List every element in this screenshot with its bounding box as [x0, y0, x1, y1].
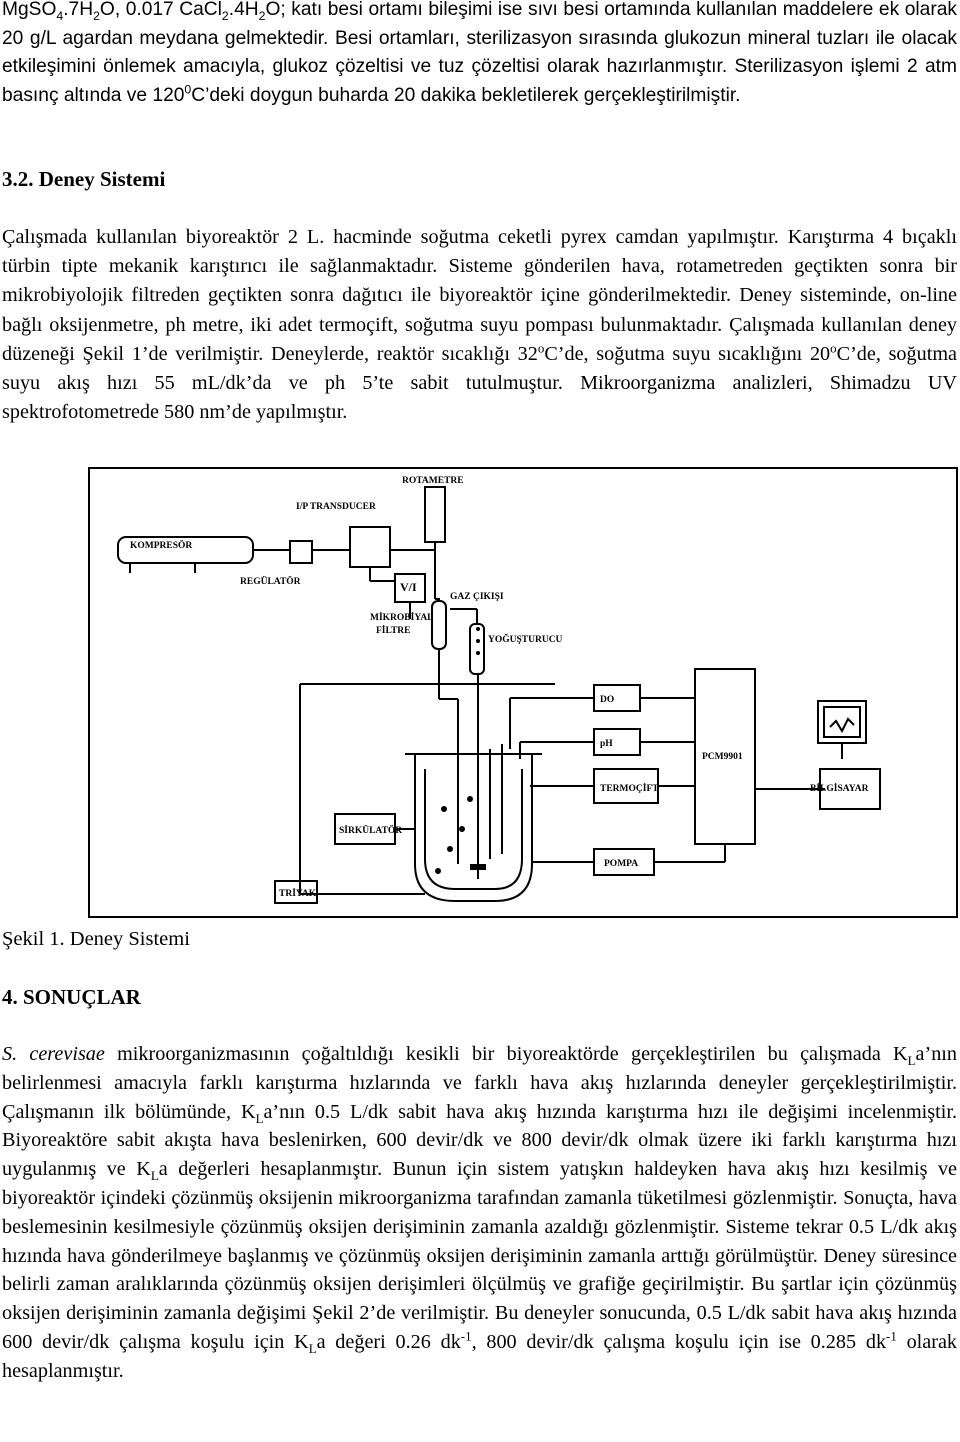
condenser-coil-dot	[476, 639, 480, 643]
label-mikrobiyal: MİKROBİYAL	[370, 613, 434, 623]
screen-graph-line	[830, 719, 854, 731]
text-span: a değerleri hesaplanmıştır. Bunun için sistem yatışkın haldeyken hava akış hızı kesilmiş ve biyoreaktör içindeki çözünmüş oksijenin mikroorganizma tarafından zamanla tüketilmesi gözlenmiştir. Sonuçta, hava beslemesinin kesilmesiyle çözünmüş oksijen derişiminin zamanla azaldığı gözlenmiştir. Sisteme tekrar 0.5 L/dk akış hızında hava gönderilmeye başlanmış ve çözünmüş oksijen derişiminin zamanla arttığı görülmüştür. Deney süresince belirli zaman aralıklarında çözünmüş oksijen derişimleri ölçülmüş ve grafiğe geçirilmiştir. Bu şartlar için çözünmüş oksijen derişiminin zamanla değişimi Şekil 2’de verilmiştir. Bu deneyler sonucunda, 0.5 L/dk sabit hava akış hızında 600 devir/dk çalışma koşulu için K	[2, 1158, 957, 1353]
text-span: a’nın belirlenmesi amacıyla farklı karıştırma hızlarında ve farklı hava akış hızlarında deneyler gerçekleştirilmiştir. Çalışmanın ilk bölümünde, K	[2, 1043, 957, 1123]
air-bubble	[435, 868, 441, 874]
subscript: L	[150, 1168, 159, 1184]
subscript: 4	[56, 8, 64, 23]
label-transducer: I/P TRANSDUCER	[296, 502, 376, 512]
condenser-coil-dot	[476, 627, 480, 631]
text-span: Çalışmada kullanılan biyoreaktör 2 L. hacminde soğutma ceketli pyrex camdan yapılmıştır. Karıştırma 4 bıçaklı türbin tipte mekanik karıştırıcı ile sağlanmaktadır. Sisteme gönderilen hava, rotametreden geçtikten sonra bir mikrobiyolojik filtreden geçtikten sonra dağıtıcı ile biyoreaktör içine gönderilmektedir. Deney sisteminde, on-line bağlı oksijenmetre, ph metre, iki adet termoçift, soğutma suyu pompası bulunmaktadır. Çalışmada kullanılan deney düzeneği Şekil 1’de verilmiştir. Deneylerde, reaktör sıcaklığı 32	[2, 226, 957, 365]
system-description-paragraph	[2, 223, 957, 427]
figure-caption: Şekil 1. Deney Sistemi	[2, 928, 190, 950]
label-pcm: PCM9901	[702, 752, 743, 762]
experimental-setup-diagram	[88, 467, 958, 918]
text-span: olarak hesaplanmıştır.	[2, 1330, 958, 1382]
label-pompa: POMPA	[604, 859, 639, 869]
label-vi: V/I	[400, 580, 417, 594]
subscript: L	[907, 1053, 916, 1069]
subscript: L	[308, 1341, 317, 1356]
air-bubble	[441, 806, 447, 812]
text-span: a değeri 0.26 dk	[316, 1330, 461, 1353]
condenser-tube	[470, 624, 484, 674]
subscript: L	[255, 1110, 264, 1126]
transducer-box	[350, 527, 390, 567]
label-regulator: REGÜLATÖR	[240, 577, 301, 587]
superscript: -1	[460, 1328, 472, 1344]
section-heading-sonuclar: 4. SONUÇLAR	[2, 985, 141, 1009]
label-kompresor: KOMPRESÖR	[130, 541, 193, 551]
rotameter-tube	[425, 487, 445, 542]
text-span: .7H	[63, 0, 94, 20]
label-triyak: TRİYAK	[279, 889, 317, 899]
label-gaz-cikisi: GAZ ÇIKIŞI	[450, 592, 504, 602]
text-span: a’nın 0.5 L/dk sabit hava akış hızında karıştırma hızı ile değişimi incelenmiştir. Biyoreaktöre sabit akışta hava beslenirken, 600 devir/dk ve 800 devir/dk olmak üzere iki farklı karıştırma hızı uygulanmış ve K	[2, 1100, 957, 1181]
intro-paragraph	[2, 0, 957, 110]
subscript: 2	[221, 8, 229, 23]
text-span: O, 0.017 CaCl	[99, 0, 222, 20]
label-termocift: TERMOÇİFT	[600, 784, 659, 794]
reactor-jacket	[415, 754, 532, 901]
air-bubble	[467, 796, 473, 802]
label-yogusturucu: YOĞUŞTURUCU	[488, 635, 563, 645]
subscript: 2	[93, 8, 100, 23]
air-bubble	[447, 846, 453, 852]
setup-diagram-svg	[90, 469, 956, 916]
label-do: DO	[600, 695, 615, 705]
superscript: o	[537, 340, 545, 356]
text-span: O; katı besi ortamı bileşimi ise sıvı besi ortamında kullanılan maddelere ek olarak 20 g/L agardan meydana gelmektedir. Besi ortamları, sterilizasyon sırasında glukozun mineral tuzları ile olacak etkileşimini önlemek amacıyla, glukoz çözeltisi ve tuz çözeltisi olarak hazırlanmıştır. Sterilizasyon işlemi 2 atm basınç altında ve 120	[2, 0, 957, 106]
label-sirkulator: SİRKÜLATÖR	[339, 826, 403, 836]
label-rotametre: ROTAMETRE	[402, 476, 464, 486]
superscript: -1	[886, 1328, 897, 1344]
text-span: mikroorganizmasının çoğaltıldığı kesikli bir biyoreaktörde gerçekleştirilen bu çalışmada K	[104, 1043, 908, 1065]
superscript: 0	[184, 82, 192, 97]
organism-name: S. cerevisae	[2, 1043, 105, 1065]
text-span: , 800 devir/dk çalışma koşulu için ise 0.285 dk	[471, 1330, 887, 1353]
superscript: o	[830, 340, 837, 356]
text-span: C’de, soğutma suyu sıcaklığını 20	[544, 342, 831, 365]
label-filtre: FİLTRE	[376, 626, 411, 636]
text-span: .4H	[228, 0, 259, 20]
text-span: MgSO	[2, 0, 57, 20]
label-ph: pH	[600, 739, 613, 749]
condenser-coil-dot	[476, 651, 480, 655]
microbial-filter	[432, 601, 446, 649]
text-span: C’deki doygun buharda 20 dakika bekletilerek gerçekleştirilmiştir.	[191, 84, 741, 106]
label-bilgisayar: BİLGİSAYAR	[810, 784, 869, 794]
stirrer-blade	[470, 864, 486, 870]
section-heading-deney-sistemi: 3.2. Deney Sistemi	[2, 167, 166, 191]
subscript: 2	[258, 8, 266, 23]
results-paragraph	[2, 1040, 957, 1386]
regulator-box	[290, 541, 312, 563]
text-span: C’de, soğutma suyu akış hızı 55 mL/dk’da ve ph 5’te sabit tutulmuştur. Mikroorganizma analizleri, Shimadzu UV spektrofotometrede 580 nm’de yapılmıştır.	[2, 342, 957, 424]
air-bubble	[459, 826, 465, 832]
